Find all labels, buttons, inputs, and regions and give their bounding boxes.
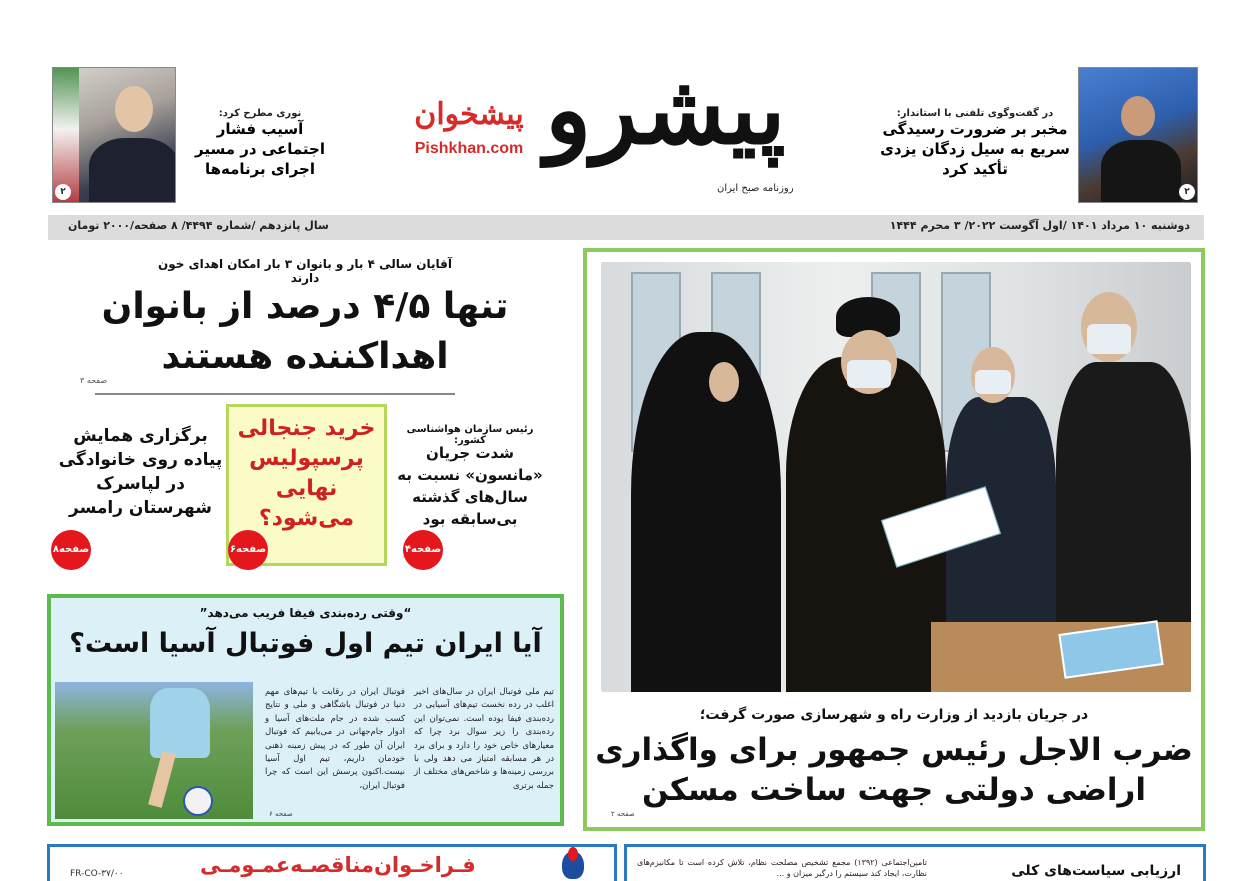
portrait-head: [1121, 96, 1155, 136]
issue-info: سال پانزدهم /شماره ۴۴۹۴/ ۸ صفحه/۲۰۰۰ تومان: [68, 219, 329, 232]
page-badge[interactable]: ۲: [1179, 184, 1195, 200]
woman-face: [709, 362, 739, 402]
football-story[interactable]: [47, 594, 564, 826]
donor-page-ref[interactable]: صفحه ۳: [80, 376, 108, 385]
right-teaser-kicker: در گفت‌وگوی تلفنی با استاندار:: [896, 108, 1054, 119]
lead-story[interactable]: [583, 248, 1205, 831]
donor-headline[interactable]: تنها ۴/۵ درصد از بانوان اهداکننده هستند: [101, 286, 509, 377]
cleric-mask: [847, 360, 891, 388]
portrait-body: [89, 138, 176, 203]
football-column-left: فوتبال ایران در رقابت با تیم‌های مهم دنیا در فوتبال باشگاهی و ملی و نتایج کسب شده در جام ملت‌های آسیا و ادوار جام‌جهانی در می‌یابیم که فوتبال ایران آن طور که در پیش زمینه ذهنی خودمان داریم، تیم اول آسیا نیست.اکنون پرسش این است که چرا فوتبال ایران،: [265, 687, 405, 791]
tender-title: فـراخـوان‌مناقصـه‌عمـومـی: [200, 853, 476, 877]
pishkhan-fa: پیشخوان: [414, 97, 524, 132]
tender-ad[interactable]: [47, 844, 617, 881]
football-column-right: تیم ملی فوتبال ایران در سال‌های اخیر اغلب در رده نخست تیم‌های آسیایی در رده‌بندی فیفا بوده است. نمی‌توان این رده‌بندی را زیر سوال برد چرا که معیارهای خاص خود را دارد و برای برد در هر مسابقه امتیاز می دهد ولی با بررسی زمینه‌ها و شاخص‌های مختلف از جمله برتری: [414, 687, 554, 791]
policy-article[interactable]: [624, 844, 1206, 881]
story-ramsar-walk[interactable]: برگزاری همایش پیاده روی خانوادگی در لپاسرک شهرستان رامسر: [58, 426, 223, 518]
lead-page-ref[interactable]: صفحه ۲: [611, 810, 635, 818]
left-teaser-kicker: نوری مطرح کرد:: [218, 108, 302, 119]
pishkhan-logo[interactable]: [405, 90, 533, 185]
football-page-ref[interactable]: صفحه ۶: [269, 810, 293, 818]
left-teaser-title: آسیب فشار اجتماعی در مسیر اجرای برنامه‌ها: [195, 120, 325, 178]
portrait-head: [115, 86, 153, 132]
portrait-body: [1101, 140, 1181, 203]
oil-company-logo: [562, 851, 584, 879]
photo-mokhber: [1078, 67, 1198, 203]
donor-kicker: آقایان سالی ۴ بار و بانوان ۳ بار امکان اهدای خون دارند: [158, 257, 452, 285]
football-ball: [183, 786, 213, 816]
story-monsoon[interactable]: شدت جریان «مانسون» نسبت به سال‌های گذشته بی‌سابقه بود: [397, 444, 543, 528]
football-kicker: “وقتی رده‌بندی فیفا فریب می‌دهد”: [199, 606, 412, 620]
page-badge-4[interactable]: صفحه۴: [403, 530, 443, 570]
date-bar: [48, 215, 1204, 240]
story-persepolis[interactable]: خرید جنجالی پرسپولیس نهایی می‌شود؟: [237, 416, 376, 531]
photo-nouri: [52, 67, 176, 203]
tender-code: FR-CO-۳۷/۰۰: [70, 869, 124, 879]
right-teaser[interactable]: [880, 108, 1070, 179]
official-mask: [975, 370, 1011, 394]
newspaper-logo[interactable]: [405, 35, 835, 210]
policy-snippet: تامین‌اجتماعی (۱۳۹۲) مجمع تشخیص مصلحت نظام، تلاش کرده است تا مکانیزم‌های نظارت، ایجاد کند سیستم را درگیر میزان و ...: [637, 858, 927, 878]
football-headline: آیا ایران تیم اول فوتبال آسیا است؟: [69, 628, 542, 659]
lead-headline: ضرب الاجل رئیس جمهور برای واگذاری اراضی دولتی جهت ساخت مسکن: [595, 732, 1193, 808]
divider: [95, 393, 455, 395]
pishkhan-en: Pishkhan.com: [414, 140, 524, 157]
left-teaser[interactable]: [185, 108, 335, 179]
monsoon-kicker: رئیس سازمان هواشناسی کشور:: [406, 424, 534, 446]
woman-figure: [631, 332, 781, 692]
issue-date: دوشنبه ۱۰ مرداد ۱۴۰۱ /اول آگوست ۲۰۲۲/ ۳ محرم ۱۴۴۴: [889, 219, 1190, 232]
page-badge-8[interactable]: صفحه۸: [51, 530, 91, 570]
page-badge[interactable]: ۲: [55, 184, 71, 200]
policy-headline: ارزیابی سیاست‌های کلی: [1011, 863, 1181, 879]
player-figure: [150, 688, 210, 758]
football-photo: [55, 682, 253, 819]
flag-graphic: [53, 68, 79, 203]
right-teaser-title: مخبر بر ضرورت رسیدگی سریع به سیل زدگان یزدی تأکید کرد: [880, 120, 1070, 178]
minister-mask: [1087, 324, 1131, 354]
page-badge-6[interactable]: صفحه۶: [228, 530, 268, 570]
lead-kicker: در جریان بازدید از وزارت راه و شهرسازی صورت گرفت؛: [699, 707, 1089, 723]
logo-subtitle: روزنامه صبح ایران: [717, 183, 794, 194]
logo-text: پیشرو: [545, 53, 786, 166]
player-leg: [148, 751, 176, 808]
lead-photo: [601, 262, 1191, 692]
